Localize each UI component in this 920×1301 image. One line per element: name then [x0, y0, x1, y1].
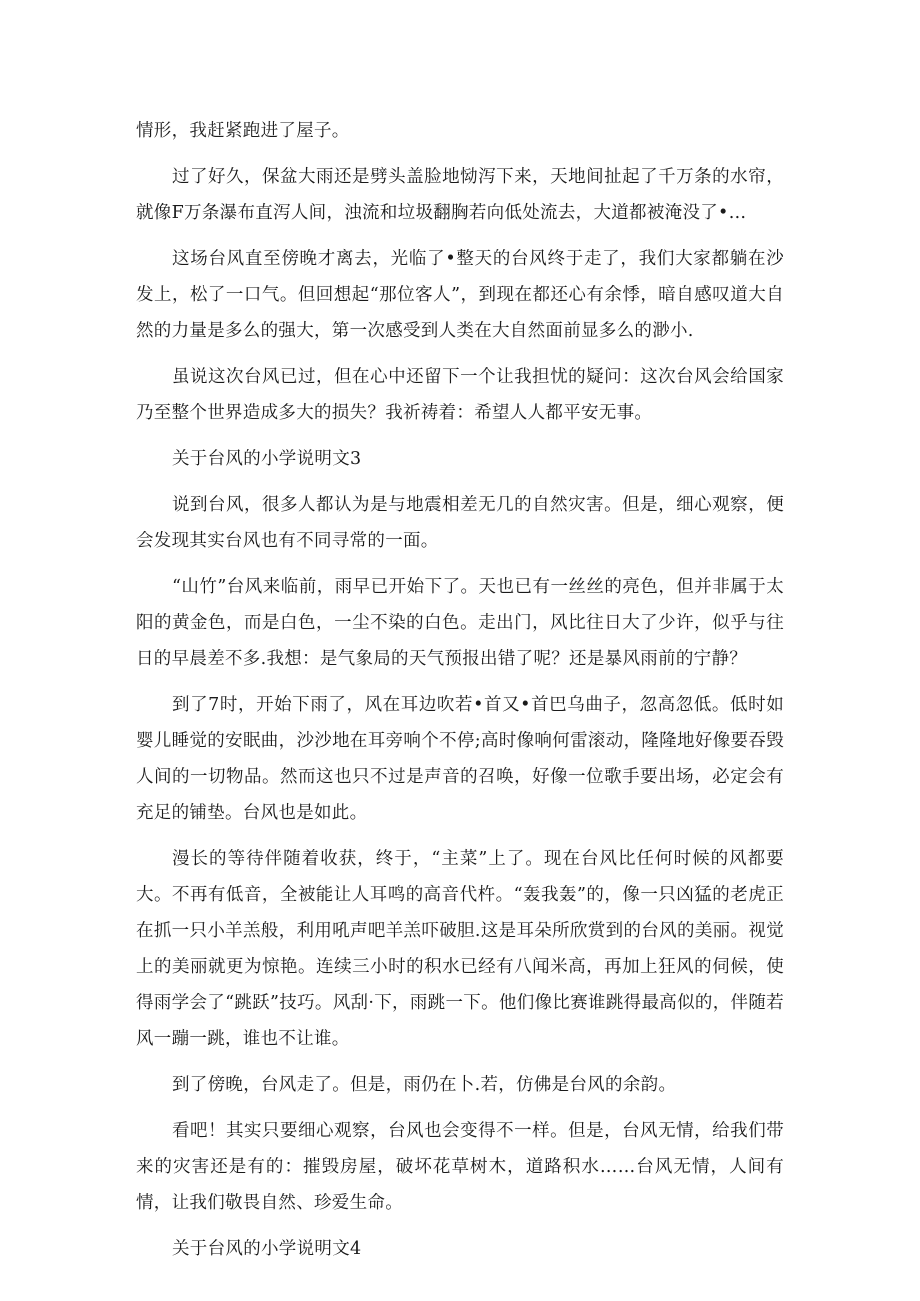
paragraph: “山竹”台风来临前，雨早已开始下了。天也已有一丝丝的亮色，但并非属于太阳的黄金色，而是白色，一尘不染的白色。走出门，风比往日大了少许，似乎与往日的早晨差不多.我想：是气象局的天气预报出错了呢？还是暴风雨前的宁静？ — [136, 577, 784, 669]
document-body — [136, 113, 784, 1277]
paragraph: 漫长的等待伴随着收获，终于，“主菜”上了。现在台风比任何时候的风都要大。不再有低音，全被能让人耳鸣的高音代杵。“轰我轰”的，像一只凶猛的老虎正在抓一只小羊羔般，利用吼声吧羊羔吓破胆.这是耳朵所欣赏到的台风的美丽。视觉上的美丽就更为惊艳。连续三小时的积水已经有八闻米高，再加上狂风的伺候，使得雨学会了“跳跃”技巧。风刮·下，雨跳一下。他们像比赛谁跳得最高似的，伴随若风一蹦一跳，谁也不让谁。 — [136, 849, 784, 1049]
section-heading: 关于台风的小学说明文3 — [172, 449, 362, 469]
paragraph: 看吧！其实只要细心观察，台风也会变得不一样。但是，台风无情，给我们带来的灾害还是有的：摧毁房屋，破坏花草树木，道路积水……台风无情，人间有情，让我们敬畏自然、珍爱生命。 — [136, 1121, 784, 1213]
paragraph: 虽说这次台风已过，但在心中还留下一个让我担忧的疑问：这次台风会给国家乃至整个世界造成多大的损失？我祈祷着：希望人人都平安无事。 — [136, 367, 784, 423]
paragraph: 到了傍晚，台风走了。但是，雨仍在卜.若，仿佛是台风的余韵。 — [172, 1075, 677, 1095]
paragraph: 到了7时，开始下雨了，风在耳边吹若•首又•首巴乌曲子，忽高忽低。低时如婴儿睡觉的安眠曲，沙沙地在耳旁响个不停;高时像响何雷滚动，隆隆地好像要吞毁人间的一切物品。然而这也只不过是声音的召唤，好像一位歌手要出场，必定会有充足的铺垫。台风也是如此。 — [136, 695, 784, 823]
section-heading: 关于台风的小学说明文4 — [172, 1239, 362, 1259]
paragraph: 说到台风，很多人都认为是与地震相差无几的自然灾害。但是，细心观察，便会发现其实台风也有不同寻常的一面。 — [136, 495, 784, 551]
paragraph: 这场台风直至傍晚才离去，光临了•整天的台风终于走了，我们大家都躺在沙发上，松了一口气。但回想起“那位客人”，到现在都还心有余悸，暗自感叹道大自然的力量是多么的强大，第一次感受到人类在大自然面前显多么的渺小. — [136, 249, 784, 341]
paragraph: 过了好久，保盆大雨还是劈头盖脸地恸泻下来，天地间扯起了千万条的水帘，就像F万条瀑布直泻人间，浊流和垃圾翻胸若向低处流去，大道都被淹没了•… — [136, 167, 784, 223]
paragraph: 情形，我赶紧跑进了屋子。 — [136, 121, 350, 141]
